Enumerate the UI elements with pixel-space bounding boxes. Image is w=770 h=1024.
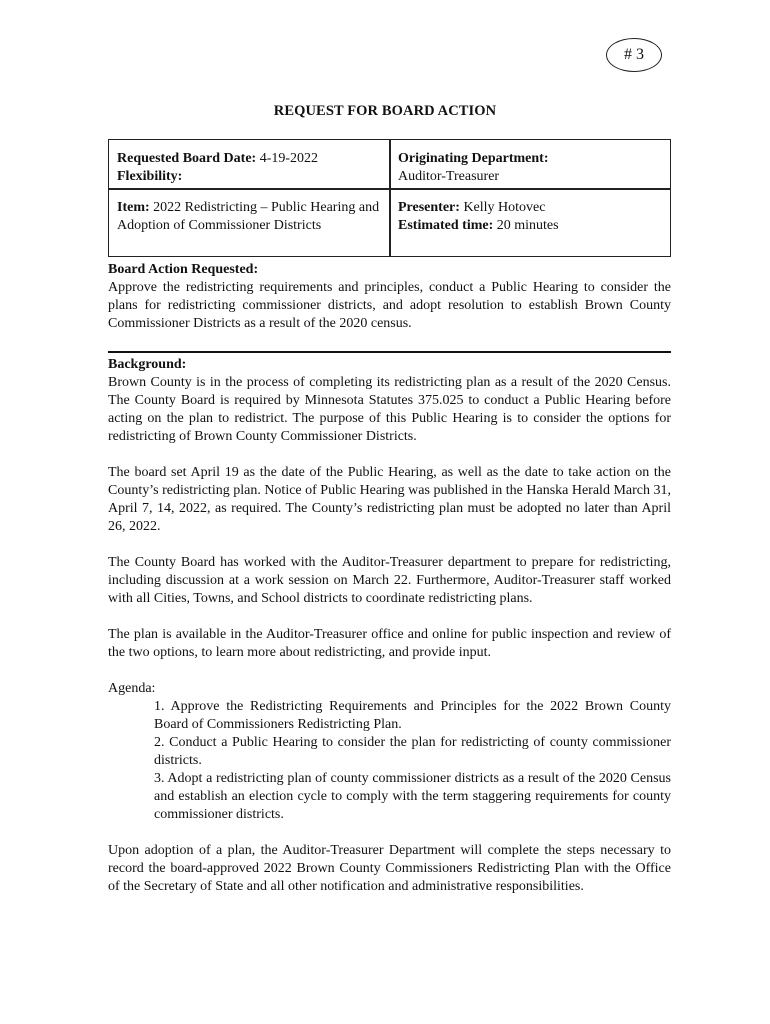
- item-value: 2022 Redistricting – Public Hearing and Adoption of Commissioner Districts: [117, 200, 380, 233]
- section-divider: [108, 351, 671, 353]
- agenda-item: 1. Approve the Redistricting Requirements and Principles for the 2022 Brown County Board of Commissioners Redistricting Plan.: [154, 699, 671, 732]
- agenda-item: 3. Adopt a redistricting plan of county commissioner districts as a result of the 2020 Census and establish an election cycle to comply with the term staggering requirements for county commissioner districts.: [154, 771, 671, 822]
- requested-date-label: Requested Board Date:: [117, 151, 257, 166]
- agenda-item: 2. Conduct a Public Hearing to consider the plan for redistricting of county commissioner districts.: [154, 735, 671, 768]
- originating-department-cell: [398, 150, 666, 186]
- estimated-time-value: 20 minutes: [493, 218, 559, 233]
- originating-department-label: Originating Department:: [398, 151, 549, 166]
- background-heading: Background:: [108, 357, 187, 372]
- requested-date-cell: [117, 150, 385, 186]
- background-section: [108, 356, 671, 896]
- originating-department-value: Auditor-Treasurer: [398, 169, 500, 184]
- agenda-number-badge: # 3: [606, 38, 662, 72]
- flexibility-label: Flexibility:: [117, 169, 183, 184]
- presenter-value: Kelly Hotovec: [459, 200, 546, 215]
- item-cell: [117, 199, 385, 235]
- board-action-section: [108, 261, 671, 333]
- background-paragraph-5: Upon adoption of a plan, the Auditor-Treasurer Department will complete the steps necessary to record the board-approved 2022 Brown County Commissioners Redistricting Plan with the Office of the Secretary of State and all other notification and administrative responsibilities.: [108, 843, 671, 894]
- background-paragraph-4: The plan is available in the Auditor-Treasurer office and online for public inspection and review of the two options, to learn more about redistricting, and provide input.: [108, 627, 671, 660]
- board-action-text: Approve the redistricting requirements and principles, conduct a Public Hearing to consider the plans for redistricting commissioner districts, and adopt resolution to establish Brown County Commissioner Districts as a result of the 2020 census.: [108, 280, 671, 331]
- presenter-cell: [398, 199, 666, 235]
- page-title: REQUEST FOR BOARD ACTION: [273, 103, 497, 119]
- estimated-time-label: Estimated time:: [398, 218, 494, 233]
- agenda-label: Agenda:: [108, 681, 156, 696]
- agenda-list: [108, 698, 671, 824]
- info-table: [108, 139, 671, 257]
- requested-date-value: 4-19-2022: [256, 151, 319, 166]
- item-label: Item:: [117, 200, 150, 215]
- presenter-label: Presenter:: [398, 200, 460, 215]
- background-paragraph-2: The board set April 19 as the date of the Public Hearing, as well as the date to take action on the County’s redistricting plan. Notice of Public Hearing was published in the Hanska Herald March 31, April 7, 14, 2022, as required. The County’s redistricting plan must be adopted no later than April 26, 2022.: [108, 465, 671, 534]
- table-divider-vertical: [389, 140, 391, 256]
- board-action-heading: Board Action Requested:: [108, 262, 259, 277]
- background-paragraph-1: Brown County is in the process of completing its redistricting plan as a result of the 2020 Census. The County Board is required by Minnesota Statutes 375.025 to conduct a Public Hearing before acting on the plan to redistrict. The purpose of this Public Hearing is to consider the options for redistricting of Brown County Commissioner Districts.: [108, 375, 671, 444]
- table-divider-horizontal: [109, 188, 670, 190]
- background-paragraph-3: The County Board has worked with the Auditor-Treasurer department to prepare for redistricting, including discussion at a work session on March 22. Furthermore, Auditor-Treasurer staff worked with all Cities, Towns, and School districts to coordinate redistricting plans.: [108, 555, 671, 606]
